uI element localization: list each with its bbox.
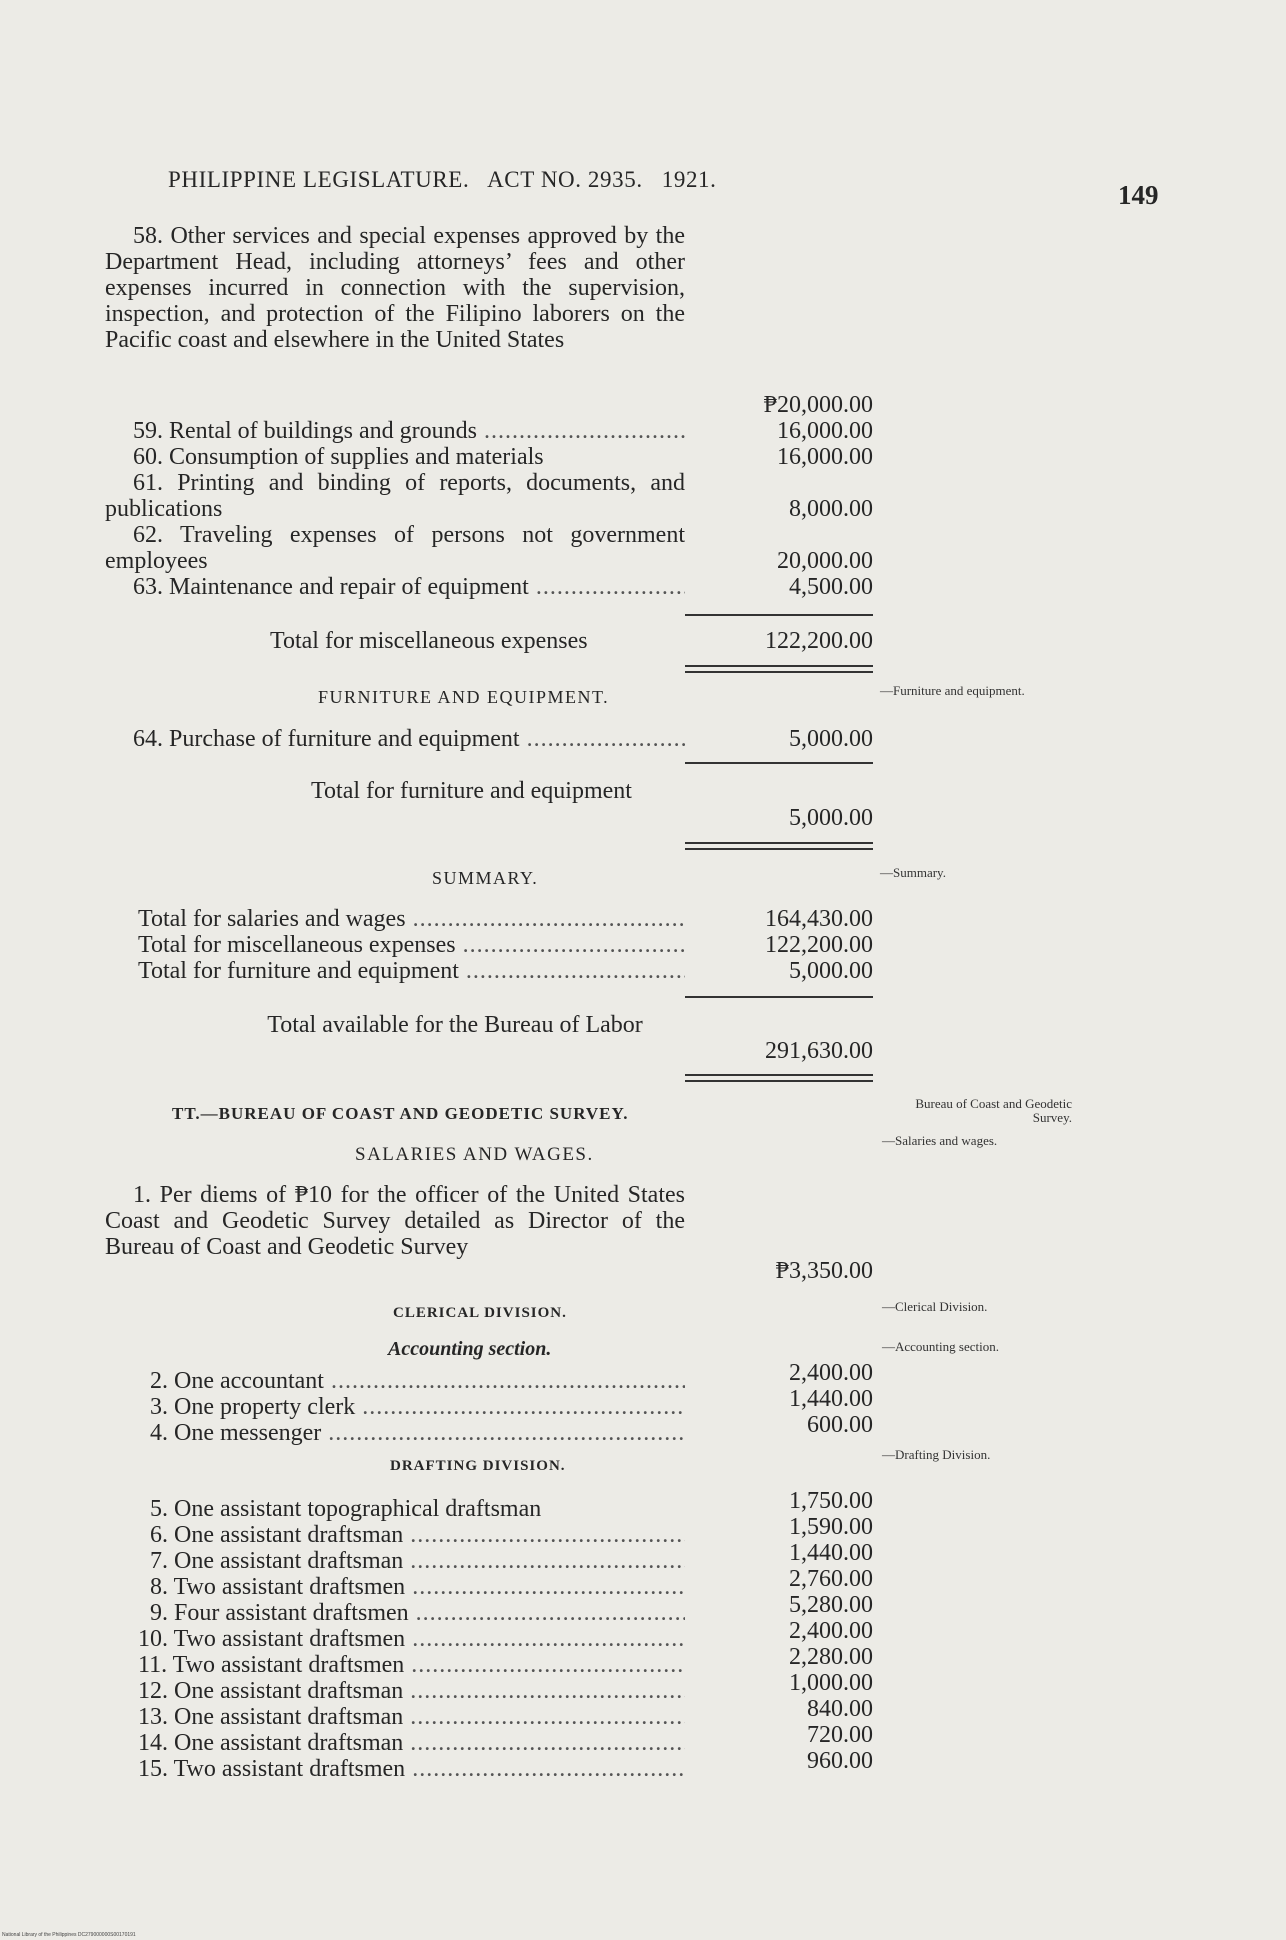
drafting-row xyxy=(138,1626,685,1652)
accounting-margin-note: —Accounting section. xyxy=(882,1339,999,1354)
drafting-row-label: 15. Two assistant draftsmen ..... xyxy=(138,1756,685,1782)
item-62 xyxy=(105,522,685,574)
summary-row-1-label: Total for salaries and wages ..... xyxy=(138,906,685,932)
item-62-text: 62. Traveling expenses of persons not government employees xyxy=(105,522,685,574)
item-64-label: 64. Purchase of furniture and equipment ..... xyxy=(133,726,685,752)
misc-total xyxy=(270,628,685,654)
drafting-row-label: 6. One assistant draftsman ..... xyxy=(150,1522,685,1548)
drafting-row-amount: 720.00 xyxy=(807,1722,873,1748)
drafting-row-label: 10. Two assistant draftsmen ..... xyxy=(138,1626,685,1652)
item-62-amount: 20,000.00 xyxy=(777,548,873,574)
coast-subheading-margin: —Salaries and wages. xyxy=(882,1133,998,1148)
item-61 xyxy=(105,470,685,522)
item-59-amount: 16,000.00 xyxy=(777,418,873,444)
item-60-label: 60. Consumption of supplies and materials xyxy=(133,444,544,470)
item-60 xyxy=(105,444,685,470)
rule xyxy=(685,996,873,998)
item-59 xyxy=(105,418,685,444)
coast-margin-note: Bureau of Coast and Geodetic Survey. xyxy=(915,1096,1072,1125)
clerical-margin-note: —Clerical Division. xyxy=(882,1299,988,1314)
drafting-row-label: 7. One assistant draftsman ..... xyxy=(150,1548,685,1574)
drafting-row xyxy=(138,1652,685,1678)
drafting-row-amount: 2,760.00 xyxy=(789,1566,873,1592)
summary-row-2-amount: 122,200.00 xyxy=(765,932,873,958)
misc-total-label: Total for miscellaneous expenses xyxy=(270,628,588,654)
drafting-row xyxy=(150,1574,685,1600)
item-63-label: 63. Maintenance and repair of equipment ..... xyxy=(133,574,685,600)
accounting-row-3 xyxy=(150,1394,685,1420)
drafting-row-label: 12. One assistant draftsman ..... xyxy=(138,1678,685,1704)
summary-total-label: Total available for the Bureau of Labor xyxy=(267,1012,643,1038)
item-58 xyxy=(105,223,685,353)
misc-total-amount: 122,200.00 xyxy=(765,628,873,654)
drafting-row-label: 5. One assistant topographical draftsman xyxy=(150,1496,542,1522)
clerical-heading: CLERICAL DIVISION. xyxy=(393,1305,567,1321)
double-rule xyxy=(685,665,873,673)
summary-row-3-label: Total for furniture and equipment ..... xyxy=(138,958,685,984)
rule xyxy=(685,762,873,764)
running-header xyxy=(168,167,717,193)
scan-credit: National Library of the Philippines DC279000000S00170191 xyxy=(2,1932,136,1938)
drafting-row xyxy=(150,1600,685,1626)
drafting-row-amount: 1,000.00 xyxy=(789,1670,873,1696)
drafting-margin-note: —Drafting Division. xyxy=(882,1447,991,1462)
drafting-row-label: 8. Two assistant draftsmen ..... xyxy=(150,1574,685,1600)
drafting-row-label: 11. Two assistant draftsmen ..... xyxy=(138,1652,685,1678)
drafting-row xyxy=(138,1756,685,1782)
summary-heading: SUMMARY. xyxy=(432,868,539,888)
coast-item-1 xyxy=(105,1182,685,1260)
item-63-amount: 4,500.00 xyxy=(789,574,873,600)
header-year: 1921. xyxy=(661,167,717,192)
coast-subheading: SALARIES AND WAGES. xyxy=(355,1144,594,1165)
drafting-row-amount: 840.00 xyxy=(807,1696,873,1722)
item-64 xyxy=(105,726,685,752)
item-58-amount: ₱20,000.00 xyxy=(763,392,873,418)
drafting-row-amount: 960.00 xyxy=(807,1748,873,1774)
summary-row-3 xyxy=(138,958,685,984)
accounting-row-2 xyxy=(150,1368,685,1394)
furniture-total-amount: 5,000.00 xyxy=(789,805,873,831)
drafting-row-amount: 5,280.00 xyxy=(789,1592,873,1618)
accounting-row-4-label: 4. One messenger ..... xyxy=(150,1420,685,1446)
summary-row-1-amount: 164,430.00 xyxy=(765,906,873,932)
accounting-row-4 xyxy=(150,1420,685,1446)
furniture-total xyxy=(258,778,685,804)
accounting-row-4-amount: 600.00 xyxy=(807,1412,873,1438)
drafting-row-label: 13. One assistant draftsman ..... xyxy=(138,1704,685,1730)
drafting-row xyxy=(138,1730,685,1756)
drafting-row-label: 9. Four assistant draftsmen ..... xyxy=(150,1600,685,1626)
accounting-row-2-amount: 2,400.00 xyxy=(789,1360,873,1386)
drafting-row-amount: 2,280.00 xyxy=(789,1644,873,1670)
furniture-total-label: Total for furniture and equipment xyxy=(311,778,632,804)
summary-row-2-label: Total for miscellaneous expenses ..... xyxy=(138,932,685,958)
accounting-heading: Accounting section. xyxy=(388,1338,552,1360)
item-58-text: 58. Other services and special expenses approved by the Department Head, including attorneys’ fees and other expenses incurred in connection with the supervision, inspection, and protection of the Filipino laborers on the Pacific coast and elsewhere in the United States xyxy=(105,223,685,353)
accounting-row-2-label: 2. One accountant ..... xyxy=(150,1368,685,1394)
item-64-amount: 5,000.00 xyxy=(789,726,873,752)
furniture-margin-note: —Furniture and equipment. xyxy=(880,683,1025,698)
accounting-row-3-amount: 1,440.00 xyxy=(789,1386,873,1412)
drafting-row-label: 14. One assistant draftsman ..... xyxy=(138,1730,685,1756)
item-63 xyxy=(105,574,685,600)
summary-margin-note: —Summary. xyxy=(880,865,946,880)
accounting-row-3-label: 3. One property clerk ..... xyxy=(150,1394,685,1420)
drafting-row-amount: 1,750.00 xyxy=(789,1488,873,1514)
drafting-row-amount: 2,400.00 xyxy=(789,1618,873,1644)
rule xyxy=(685,614,873,616)
drafting-row xyxy=(138,1678,685,1704)
drafting-row-amount: 1,440.00 xyxy=(789,1540,873,1566)
double-rule xyxy=(685,1074,873,1082)
coast-item-1-text: 1. Per diems of ₱10 for the officer of the United States Coast and Geodetic Survey detailed as Director of the Bureau of Coast and Geodetic Survey xyxy=(105,1182,685,1260)
double-rule xyxy=(685,842,873,850)
furniture-heading: FURNITURE AND EQUIPMENT. xyxy=(318,687,610,707)
summary-total xyxy=(225,1012,685,1038)
summary-row-3-amount: 5,000.00 xyxy=(789,958,873,984)
header-act: ACT NO. 2935. xyxy=(487,167,643,192)
coast-heading: TT.—BUREAU OF COAST AND GEODETIC SURVEY. xyxy=(172,1104,629,1123)
drafting-row xyxy=(150,1496,685,1522)
drafting-row xyxy=(138,1704,685,1730)
item-61-amount: 8,000.00 xyxy=(789,496,873,522)
item-61-text: 61. Printing and binding of reports, documents, and publications xyxy=(105,470,685,522)
page-number: 149 xyxy=(1118,180,1159,210)
coast-item-1-amount: ₱3,350.00 xyxy=(775,1258,873,1284)
header-title: PHILIPPINE LEGISLATURE. xyxy=(168,167,470,192)
drafting-row-amount: 1,590.00 xyxy=(789,1514,873,1540)
summary-row-1 xyxy=(138,906,685,932)
summary-row-2 xyxy=(138,932,685,958)
summary-total-amount: 291,630.00 xyxy=(765,1038,873,1064)
drafting-heading: DRAFTING DIVISION. xyxy=(390,1458,566,1474)
item-59-label: 59. Rental of buildings and grounds ..... xyxy=(133,418,685,444)
drafting-row xyxy=(150,1548,685,1574)
item-60-amount: 16,000.00 xyxy=(777,444,873,470)
drafting-row xyxy=(150,1522,685,1548)
